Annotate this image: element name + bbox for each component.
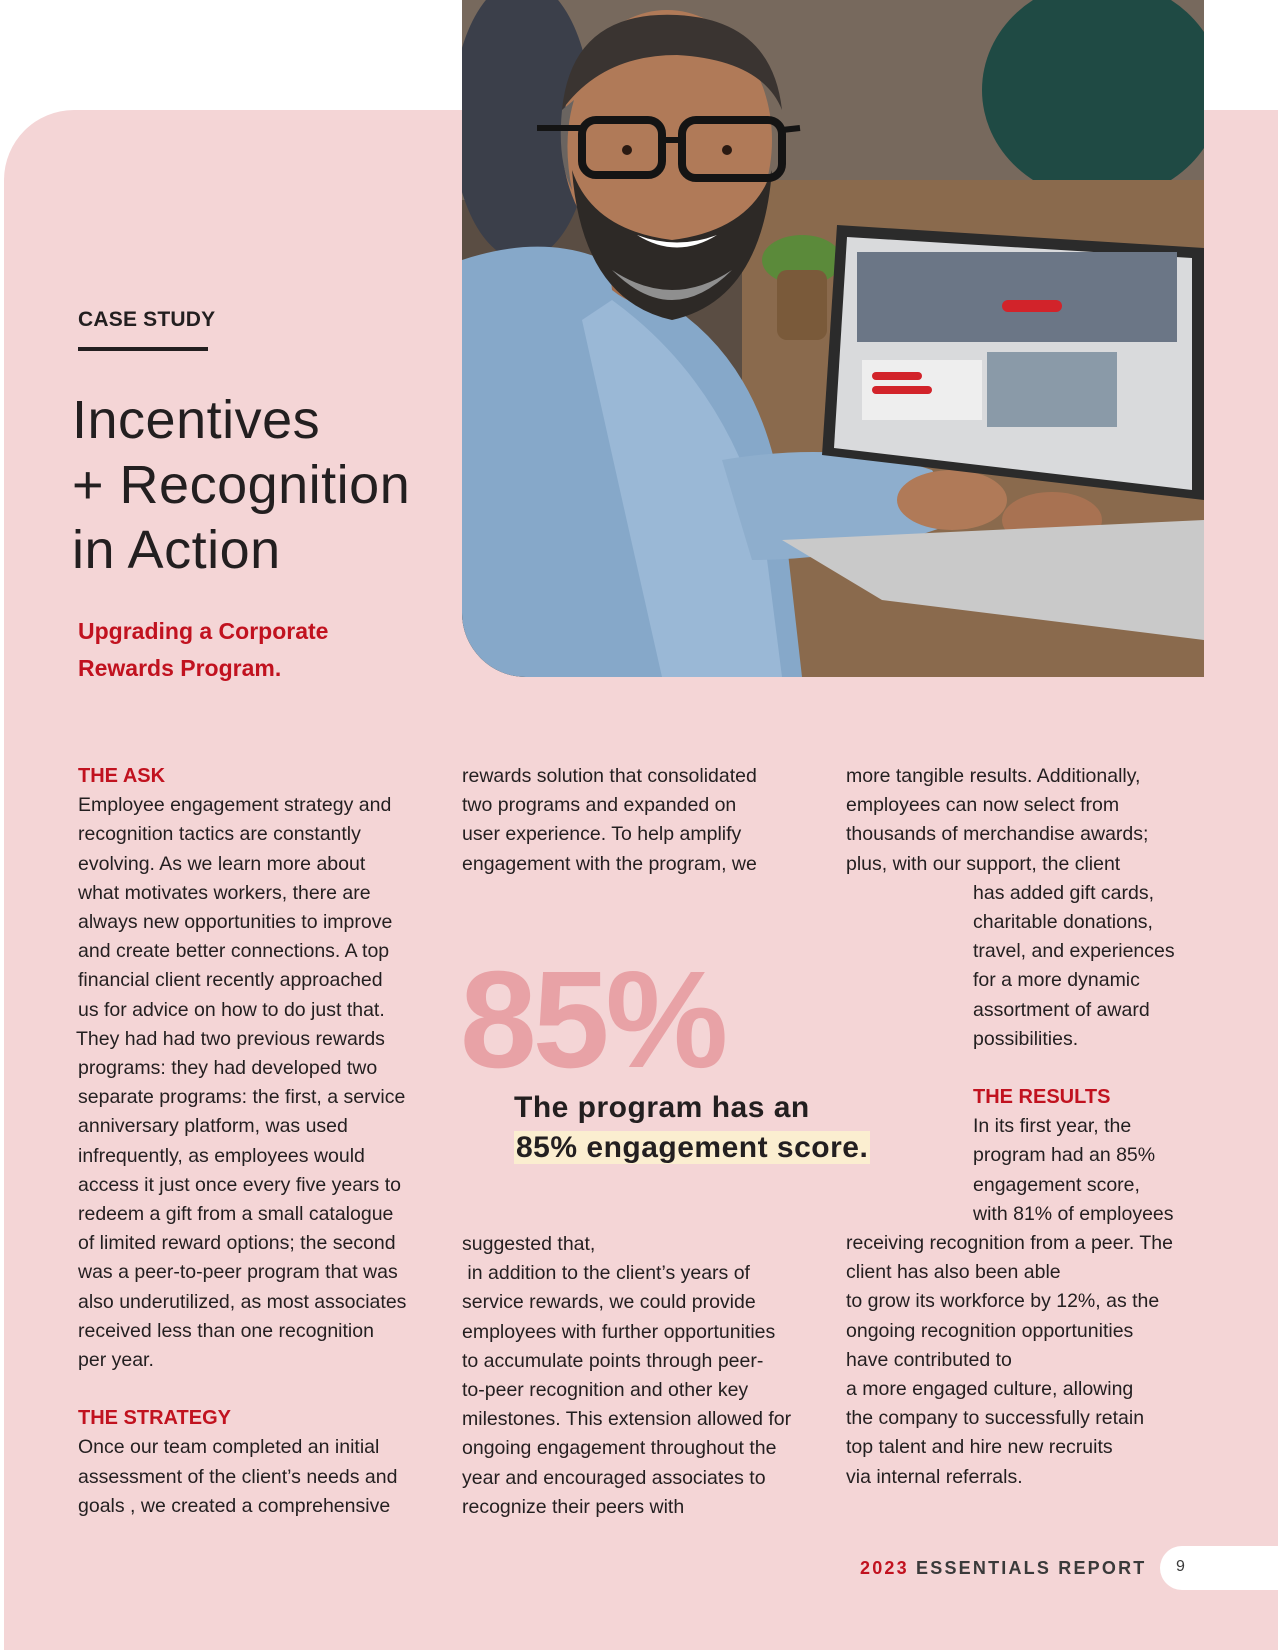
ask-line: what motivates workers, there are [78,881,371,904]
ask-line: programs: they had developed two [78,1057,378,1080]
strategy-line: to-peer recognition and other key [462,1379,749,1402]
results-line: top talent and hire new recruits [846,1436,1113,1459]
page-subtitle: Upgrading a Corporate Rewards Program. [78,618,329,681]
ask-line: Employee engagement strategy and [78,794,392,817]
strategy-line: assortment of award [973,998,1150,1021]
ask-line: evolving. As we learn more about [78,852,366,875]
results-line: with 81% of employees [973,1202,1174,1225]
results-line: engagement score, [973,1173,1140,1196]
strategy-line: Once our team completed an initial [78,1436,380,1459]
results-line: In its first year, the [973,1115,1132,1138]
ask-line: was a peer-to-peer program that was [78,1261,398,1284]
results-line: via internal referrals. [846,1465,1023,1488]
results-line: the company to successfully retain [846,1407,1145,1430]
strategy-line: recognize their peers with [462,1495,685,1518]
results-line: to grow its workforce by 12%, as the [846,1290,1160,1313]
strategy-line: rewards solution that consolidated [462,765,757,787]
strategy-line: goals , we created a comprehensive [78,1494,391,1517]
strategy-line: ongoing engagement throughout the [462,1437,777,1460]
strategy-line: suggested that, [462,1233,596,1255]
column-3 [846,762,1206,1492]
strategy-line: in addition to the client’s years of [462,1262,750,1285]
strategy-line: engagement with the program, we [462,852,757,875]
ask-line: They had had two previous rewards [76,1027,385,1050]
results-line: client has also been able [846,1261,1061,1284]
strategy-line: two programs and expanded on [462,794,737,817]
strategy-line: has added gift cards, [973,881,1155,904]
results-line: have contributed to [846,1348,1012,1371]
strategy-line: for a more dynamic [973,969,1140,992]
stat-callout [514,1088,870,1168]
strategy-line: service rewards, we could provide [462,1291,756,1314]
ask-line: of limited reward options; the second [78,1232,396,1255]
section-heading-ask: THE ASK [78,765,166,787]
results-line: a more engaged culture, allowing [846,1378,1134,1401]
strategy-line: year and encouraged associates to [462,1466,766,1489]
ask-line: anniversary platform, was used [78,1115,348,1138]
hero-photo [462,0,1204,677]
ask-line: always new opportunities to improve [78,911,393,934]
strategy-line: more tangible results. Additionally, [846,765,1141,787]
ask-line: also underutilized, as most associates [78,1290,407,1313]
strategy-line: possibilities. [973,1027,1079,1050]
strategy-line: thousands of merchandise awards; [846,823,1149,846]
ask-line: us for advice on how to do just that. [78,998,385,1021]
footer-year: 2023 [860,1558,909,1578]
ask-line: infrequently, as employees would [78,1144,365,1167]
ask-line: and create better connections. A top [78,940,390,963]
ask-line: per year. [78,1349,154,1372]
strategy-line: employees can now select from [846,794,1120,817]
results-line: ongoing recognition opportunities [846,1319,1134,1342]
results-line: program had an 85% [973,1144,1156,1167]
results-line: receiving recognition from a peer. The [846,1232,1173,1255]
strategy-line: employees with further opportunities [462,1320,776,1343]
ask-line: received less than one recognition [78,1319,374,1342]
section-heading-strategy: THE STRATEGY [78,1407,231,1430]
strategy-line: milestones. This extension allowed for [462,1408,792,1431]
ask-line: separate programs: the first, a service [78,1086,406,1109]
strategy-line: to accumulate points through peer- [462,1349,764,1372]
strategy-line: plus, with our support, the client [846,852,1121,875]
strategy-line: user experience. To help amplify [462,823,742,846]
eyebrow-divider [78,347,208,351]
strategy-line: charitable donations, [973,911,1153,934]
strategy-line: travel, and experiences [973,940,1175,963]
ask-line: financial client recently approached [78,969,383,992]
page-number: 9 [1176,1558,1185,1575]
ask-line: recognition tactics are constantly [78,823,361,846]
ask-line: redeem a gift from a small catalogue [78,1203,394,1226]
strategy-line: assessment of the client’s needs and [78,1465,398,1488]
stat-callout-line1: The program has an [514,1091,810,1124]
stat-value: 85% [460,943,725,1097]
stat-callout-line2: 85% engagement score. [516,1131,869,1164]
ask-line: access it just once every five years to [78,1173,401,1196]
column-2-top [462,762,822,879]
column-2-bottom [462,1230,832,1522]
footer-report-label [860,1558,1146,1579]
page-title: Incentives + Recognition in Action [72,390,411,580]
column-1 [78,762,428,1521]
eyebrow-label: CASE STUDY [78,308,216,331]
footer-title: ESSENTIALS REPORT [916,1558,1147,1578]
section-heading-results: THE RESULTS [973,1086,1111,1109]
